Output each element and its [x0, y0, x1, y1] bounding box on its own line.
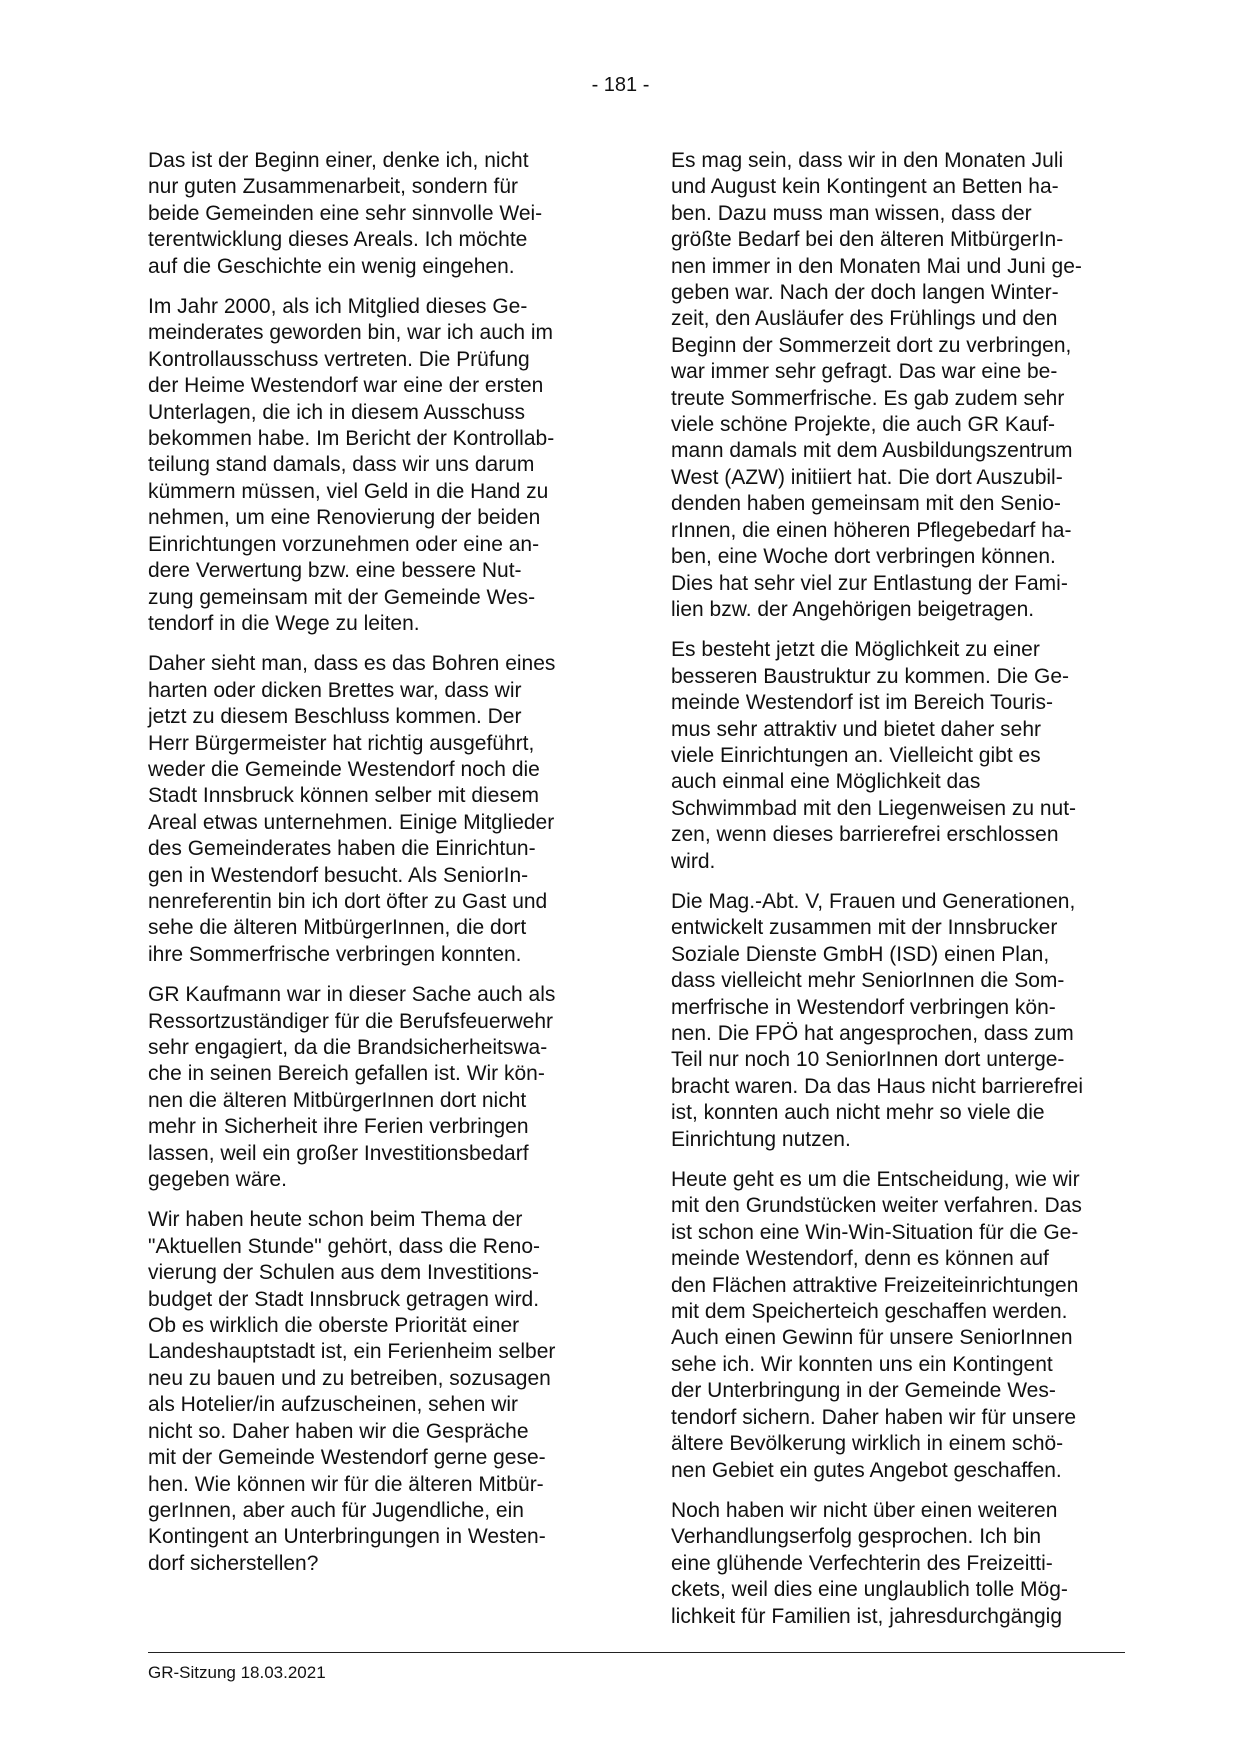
text-line: ist schon eine Win-Win-Situation für die Ge-	[671, 1220, 1079, 1244]
text-line: mus sehr attraktiv und bietet daher sehr	[671, 717, 1042, 741]
text-line: West (AZW) initiiert hat. Die dort Auszubil-	[671, 465, 1063, 489]
text-line: mit dem Speicherteich geschaffen werden.	[671, 1300, 1068, 1324]
text-line: meinderates geworden bin, war ich auch im	[148, 321, 554, 345]
text-line: gegeben wäre.	[148, 1168, 287, 1192]
text-line: Einrichtung nutzen.	[671, 1127, 851, 1151]
text-line: rInnen, die einen höheren Pflegebedarf ha-	[671, 518, 1072, 542]
text-line: viele Einrichtungen an. Vielleicht gibt es	[671, 743, 1041, 767]
text-line: Wir haben heute schon beim Thema der	[148, 1208, 523, 1232]
text-line: nur guten Zusammenarbeit, sondern für	[148, 175, 519, 199]
text-line: größte Bedarf bei den älteren MitbürgerIn-	[671, 228, 1064, 252]
text-line: ckets, weil dies eine unglaublich tolle Mög-	[671, 1578, 1068, 1602]
text-line: Heute geht es um die Entscheidung, wie wir	[671, 1168, 1080, 1192]
text-line: Ressortzuständiger für die Berufsfeuerwehr	[148, 1009, 554, 1033]
text-line: tendorf sichern. Daher haben wir für unsere	[671, 1405, 1077, 1429]
paragraph	[148, 1207, 588, 1577]
right-column	[671, 148, 1111, 1644]
text-line: meinde Westendorf ist im Bereich Touris-	[671, 691, 1054, 715]
text-line: zeit, den Ausläufer des Frühlings und den	[671, 307, 1058, 331]
text-line: Landeshauptstadt ist, ein Ferienheim selber	[148, 1340, 556, 1364]
text-line: Auch einen Gewinn für unsere SeniorInnen	[671, 1326, 1073, 1350]
text-line: Beginn der Sommerzeit dort zu verbringen,	[671, 333, 1072, 357]
text-line: denden haben gemeinsam mit den Senio-	[671, 492, 1061, 516]
text-line: mit der Gemeinde Westendorf gerne gese-	[148, 1446, 546, 1470]
text-line: tendorf in die Wege zu leiten.	[148, 611, 420, 635]
text-line: nen die älteren MitbürgerInnen dort nicht	[148, 1088, 527, 1112]
text-line: Kontrollausschuss vertreten. Die Prüfung	[148, 347, 530, 371]
text-line: treute Sommerfrische. Es gab zudem sehr	[671, 386, 1065, 410]
text-line: der Unterbringung in der Gemeinde Wes-	[671, 1379, 1056, 1403]
text-line: lassen, weil ein großer Investitionsbedarf	[148, 1141, 529, 1165]
paragraph	[148, 294, 588, 637]
text-line: Herr Bürgermeister hat richtig ausgeführt,	[148, 731, 535, 755]
left-column	[148, 148, 588, 1591]
text-line: jetzt zu diesem Beschluss kommen. Der	[148, 705, 522, 729]
text-line: auf die Geschichte ein wenig eingehen.	[148, 254, 515, 278]
text-line: vierung der Schulen aus dem Investitions-	[148, 1261, 540, 1285]
text-line: des Gemeinderates haben die Einrichtun-	[148, 837, 536, 861]
text-line: viele schöne Projekte, die auch GR Kauf-	[671, 413, 1056, 437]
text-line: bracht waren. Da das Haus nicht barrierefrei	[671, 1074, 1084, 1098]
paragraph	[148, 651, 588, 968]
text-line: Kontingent an Unterbringungen in Westen-	[148, 1525, 546, 1549]
text-line: lien bzw. der Angehörigen beigetragen.	[671, 597, 1035, 621]
paragraph	[671, 148, 1111, 623]
text-line: che in seinen Bereich gefallen ist. Wir kön-	[148, 1062, 545, 1086]
text-line: budget der Stadt Innsbruck getragen wird.	[148, 1287, 540, 1311]
text-line: Unterlagen, die ich in diesem Ausschuss	[148, 400, 526, 424]
text-line: nen. Die FPÖ hat angesprochen, dass zum	[671, 1022, 1074, 1045]
paragraph	[148, 982, 588, 1193]
text-line: Teil nur noch 10 SeniorInnen dort unterge-	[671, 1048, 1065, 1072]
text-line: nen immer in den Monaten Mai und Juni ge-	[671, 254, 1082, 278]
text-line: meinde Westendorf, denn es können auf	[671, 1247, 1049, 1271]
text-line: dorf sicherstellen?	[148, 1551, 319, 1575]
text-line: nenreferentin bin ich dort öfter zu Gast und	[148, 889, 548, 913]
text-line: Stadt Innsbruck können selber mit diesem	[148, 784, 540, 808]
text-line: Schwimmbad mit den Liegenweisen zu nut-	[671, 796, 1077, 820]
paragraph	[671, 889, 1111, 1153]
text-line: ben, eine Woche dort verbringen können.	[671, 545, 1056, 569]
text-line: beide Gemeinden eine sehr sinnvolle Wei-	[148, 201, 543, 225]
text-line: Ob es wirklich die oberste Priorität einer	[148, 1314, 520, 1338]
text-line: Die Mag.-Abt. V, Frauen und Generationen,	[671, 889, 1076, 913]
text-line: Soziale Dienste GmbH (ISD) einen Plan,	[671, 942, 1050, 966]
page-number: - 181 -	[591, 74, 650, 96]
text-line: nicht so. Daher haben wir die Gespräche	[148, 1419, 529, 1443]
text-line: Dies hat sehr viel zur Entlastung der Fami-	[671, 571, 1068, 595]
text-line: Das ist der Beginn einer, denke ich, nicht	[148, 149, 529, 172]
text-line: lichkeit für Familien ist, jahresdurchgängig	[671, 1604, 1063, 1628]
paragraph	[671, 1167, 1111, 1484]
text-line: gerInnen, aber auch für Jugendliche, ein	[148, 1498, 524, 1522]
text-line: zen, wenn dieses barrierefrei erschlossen	[671, 823, 1059, 847]
text-line: nen Gebiet ein gutes Angebot geschaffen.	[671, 1458, 1062, 1482]
text-line: war immer sehr gefragt. Das war eine be-	[671, 360, 1058, 384]
paragraph	[148, 148, 588, 280]
text-line: dere Verwertung bzw. eine bessere Nut-	[148, 559, 522, 583]
text-line: Es mag sein, dass wir in den Monaten Juli	[671, 149, 1064, 172]
text-line: "Aktuellen Stunde" gehört, dass die Reno-	[148, 1234, 540, 1258]
text-line: der Heime Westendorf war eine der ersten	[148, 374, 544, 398]
text-line: Verhandlungserfolg gesprochen. Ich bin	[671, 1525, 1042, 1549]
text-line: mehr in Sicherheit ihre Ferien verbringen	[148, 1115, 529, 1139]
text-line: dass vielleicht mehr SeniorInnen die Som-	[671, 969, 1065, 993]
text-line: terentwicklung dieses Areals. Ich möchte	[148, 228, 528, 252]
text-line: neu zu bauen und zu betreiben, sozusagen	[148, 1366, 551, 1390]
text-line: Daher sieht man, dass es das Bohren eines	[148, 652, 556, 676]
text-line: den Flächen attraktive Freizeiteinrichtungen	[671, 1273, 1079, 1297]
text-line: bekommen habe. Im Bericht der Kontrollab-	[148, 427, 555, 451]
text-line: eine glühende Verfechterin des Freizeitti-	[671, 1551, 1053, 1575]
text-line: mit den Grundstücken weiter verfahren. Das	[671, 1194, 1082, 1218]
text-line: als Hotelier/in aufzuscheinen, sehen wir	[148, 1393, 519, 1417]
text-line: nehmen, um eine Renovierung der beiden	[148, 506, 541, 530]
text-line: ist, konnten auch nicht mehr so viele die	[671, 1101, 1045, 1125]
text-line: besseren Baustruktur zu kommen. Die Ge-	[671, 664, 1069, 688]
text-line: hen. Wie können wir für die älteren Mitbür-	[148, 1472, 544, 1496]
text-line: Areal etwas unternehmen. Einige Mitglieder	[148, 810, 555, 834]
text-line: gen in Westendorf besucht. Als SeniorIn-	[148, 863, 529, 887]
text-line: sehe die älteren MitbürgerInnen, die dort	[148, 916, 527, 940]
text-line: Einrichtungen vorzunehmen oder eine an-	[148, 532, 540, 556]
text-line: teilung stand damals, dass wir uns darum	[148, 453, 535, 477]
text-line: Im Jahr 2000, als ich Mitglied dieses Ge-	[148, 295, 528, 319]
text-line: sehe ich. Wir konnten uns ein Kontingent	[671, 1352, 1053, 1376]
text-line: kümmern müssen, viel Geld in die Hand zu	[148, 479, 549, 503]
text-line: wird.	[671, 849, 716, 873]
text-line: entwickelt zusammen mit der Innsbrucker	[671, 916, 1058, 940]
text-line: Es besteht jetzt die Möglichkeit zu einer	[671, 638, 1040, 662]
text-line: GR Kaufmann war in dieser Sache auch als	[148, 983, 556, 1007]
text-line: Noch haben wir nicht über einen weiteren	[671, 1498, 1058, 1522]
text-line: harten oder dicken Brettes war, dass wir	[148, 678, 522, 702]
text-line: ben. Dazu muss man wissen, dass der	[671, 201, 1032, 225]
paragraph	[671, 1498, 1111, 1630]
footer-divider	[148, 1652, 1125, 1653]
text-line: ältere Bevölkerung wirklich in einem schö-	[671, 1432, 1064, 1456]
text-line: geben war. Nach der doch langen Winter-	[671, 281, 1059, 305]
text-line: ihre Sommerfrische verbringen konnten.	[148, 942, 522, 966]
footer-session-date: GR-Sitzung 18.03.2021	[148, 1663, 326, 1682]
text-line: weder die Gemeinde Westendorf noch die	[148, 757, 540, 781]
text-line: sehr engagiert, da die Brandsicherheitswa-	[148, 1036, 548, 1059]
text-line: und August kein Kontingent an Betten ha-	[671, 175, 1059, 199]
text-line: zung gemeinsam mit der Gemeinde Wes-	[148, 585, 536, 609]
text-line: merfrische in Westendorf verbringen kön-	[671, 995, 1056, 1019]
text-line: mann damals mit dem Ausbildungszentrum	[671, 439, 1073, 463]
text-line: auch einmal eine Möglichkeit das	[671, 770, 981, 794]
paragraph	[671, 637, 1111, 875]
